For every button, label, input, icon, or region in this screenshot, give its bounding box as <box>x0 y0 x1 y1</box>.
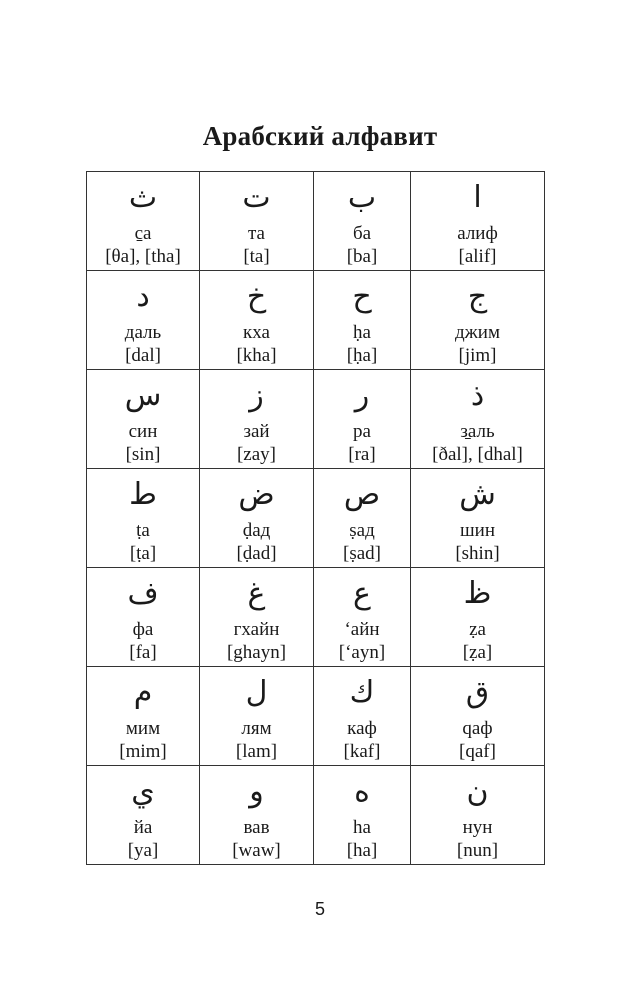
letter-transliteration: [ghayn] <box>226 642 287 663</box>
letter-cell <box>87 271 200 370</box>
letter-cell <box>87 469 200 568</box>
letter-name: лям <box>241 718 272 739</box>
letter-transliteration: [ṭa] <box>129 543 157 564</box>
letter-name: ḥа <box>353 322 371 343</box>
letter-cell <box>411 568 545 667</box>
letter-cell <box>314 172 411 271</box>
letter-cell <box>87 370 200 469</box>
letter-transliteration: [kha] <box>236 345 277 366</box>
arabic-letter: و <box>249 774 264 809</box>
table-row <box>87 271 545 370</box>
arabic-letter: ج <box>467 279 488 314</box>
letter-cell <box>200 271 314 370</box>
arabic-letter: ت <box>242 180 271 215</box>
arabic-letter: ز <box>249 378 264 413</box>
letter-cell <box>87 766 200 865</box>
letter-transliteration: [jim] <box>458 345 497 366</box>
letter-transliteration: [ra] <box>348 444 376 465</box>
letter-name: джим <box>455 322 500 343</box>
letter-cell <box>200 568 314 667</box>
letter-cell <box>411 172 545 271</box>
arabic-letter: ع <box>353 576 371 611</box>
arabic-letter: ط <box>129 477 157 512</box>
page-number: 5 <box>314 899 325 919</box>
letter-name: ба <box>352 223 372 244</box>
arabic-letter: ذ <box>470 378 485 413</box>
letter-transliteration: [zay] <box>236 444 277 465</box>
letter-name: шин <box>460 520 495 541</box>
letter-transliteration: [shin] <box>455 543 500 564</box>
letter-cell <box>314 469 411 568</box>
letter-name: ‘айн <box>344 619 380 640</box>
letter-name: hа <box>353 817 371 838</box>
letter-cell <box>200 172 314 271</box>
arabic-letter: غ <box>247 576 266 611</box>
letter-name: алиф <box>457 223 498 244</box>
letter-name: син <box>128 421 158 442</box>
letter-name: фа <box>132 619 154 640</box>
letter-transliteration: [ḥa] <box>346 345 378 366</box>
letter-name: вав <box>243 817 270 838</box>
letter-cell <box>314 766 411 865</box>
letter-name: з̱аль <box>460 421 495 442</box>
arabic-letter: ص <box>343 477 381 512</box>
table-row <box>87 469 545 568</box>
letter-transliteration: [ṣad] <box>343 543 381 564</box>
letter-name: зай <box>243 421 270 442</box>
letter-transliteration: [ya] <box>127 840 159 861</box>
arabic-letter: ن <box>466 774 489 809</box>
letter-cell <box>314 667 411 766</box>
arabic-letter: ق <box>465 675 490 710</box>
table-row <box>87 667 545 766</box>
letter-transliteration: [waw] <box>232 840 281 861</box>
letter-transliteration: [qaf] <box>459 741 496 762</box>
arabic-letter: ف <box>127 576 159 611</box>
arabic-letter: ب <box>347 180 377 215</box>
letter-cell <box>314 271 411 370</box>
letter-cell <box>200 667 314 766</box>
arabic-letter: خ <box>246 279 267 314</box>
arabic-letter: ح <box>352 279 372 314</box>
letter-transliteration: [ḍad] <box>236 543 277 564</box>
letter-name: даль <box>124 322 162 343</box>
letter-cell <box>87 172 200 271</box>
arabic-letter: ش <box>459 477 496 512</box>
letter-transliteration: [ẓa] <box>462 642 493 663</box>
alphabet-table <box>86 171 545 865</box>
letter-name: ẓа <box>469 619 486 640</box>
letter-name: c̱а <box>134 223 152 244</box>
letter-cell <box>411 766 545 865</box>
arabic-letter: ل <box>245 675 268 710</box>
arabic-letter: س <box>124 378 162 413</box>
table-row <box>87 568 545 667</box>
letter-cell <box>200 766 314 865</box>
table-row <box>87 766 545 865</box>
letter-transliteration: [nun] <box>456 840 499 861</box>
letter-cell <box>314 568 411 667</box>
letter-name: qаф <box>462 718 493 739</box>
arabic-letter: ي <box>131 774 155 809</box>
letter-transliteration: [fa] <box>129 642 157 663</box>
letter-transliteration: [dal] <box>125 345 161 366</box>
arabic-letter: ظ <box>463 576 492 611</box>
letter-name: ṭа <box>136 520 150 541</box>
table-row <box>87 172 545 271</box>
letter-name: каф <box>347 718 377 739</box>
letter-name: йа <box>133 817 153 838</box>
letter-cell <box>411 370 545 469</box>
letter-transliteration: [ba] <box>346 246 378 267</box>
letter-name: ṣад <box>349 520 375 541</box>
table-row <box>87 370 545 469</box>
letter-name: гхайн <box>233 619 280 640</box>
letter-transliteration: [mim] <box>119 741 167 762</box>
letter-name: нун <box>462 817 493 838</box>
page-title: Арабский алфавит <box>202 121 438 151</box>
letter-transliteration: [ha] <box>346 840 378 861</box>
letter-cell <box>87 667 200 766</box>
letter-cell <box>411 667 545 766</box>
letter-name: ḍад <box>242 520 271 541</box>
letter-transliteration: [lam] <box>235 741 278 762</box>
arabic-letter: د <box>136 279 150 314</box>
letter-name: та <box>248 223 265 244</box>
letter-transliteration: [kaf] <box>343 741 381 762</box>
arabic-letter: ك <box>349 675 375 710</box>
letter-name: ра <box>353 421 371 442</box>
letter-transliteration: [sin] <box>125 444 161 465</box>
letter-cell <box>200 370 314 469</box>
letter-transliteration: [ta] <box>243 246 270 267</box>
letter-transliteration: [ðal], [dhal] <box>432 444 523 465</box>
arabic-letter: ا <box>473 180 482 215</box>
letter-name: кха <box>243 322 270 343</box>
letter-transliteration: [θa], [tha] <box>105 246 181 267</box>
letter-cell <box>200 469 314 568</box>
arabic-letter: ث <box>128 180 158 215</box>
letter-name: мим <box>125 718 161 739</box>
letter-transliteration: [alif] <box>458 246 497 267</box>
letter-cell <box>314 370 411 469</box>
letter-cell <box>411 271 545 370</box>
arabic-letter: ه <box>354 774 370 809</box>
letter-transliteration: [‘ayn] <box>338 642 386 663</box>
arabic-letter: ض <box>238 477 275 512</box>
arabic-letter: م <box>133 675 153 710</box>
letter-cell <box>411 469 545 568</box>
arabic-letter: ر <box>354 378 370 413</box>
letter-cell <box>87 568 200 667</box>
